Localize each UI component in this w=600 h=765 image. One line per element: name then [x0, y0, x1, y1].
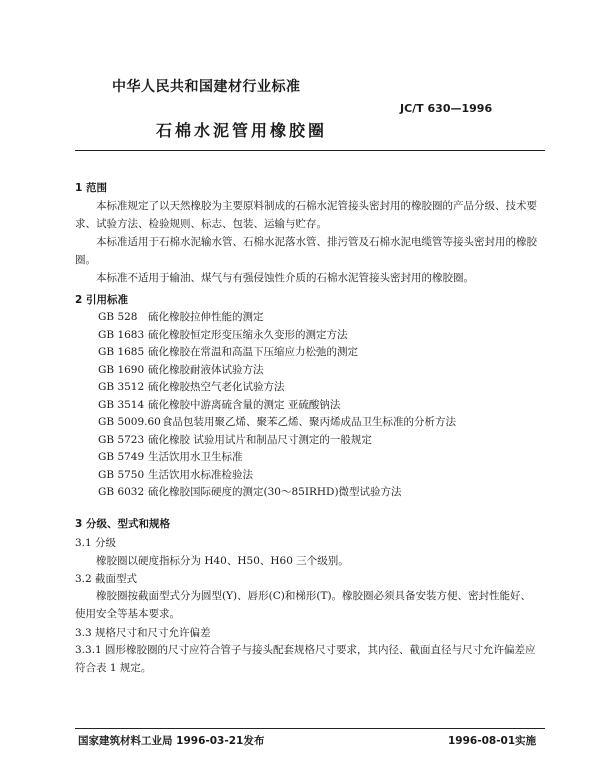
reference-code: GB 3512: [98, 381, 145, 393]
header-rule: [75, 150, 545, 151]
reference-title: 生活饮用水卫生标准: [148, 451, 243, 463]
section-3-heading: 3 分级、型式和规格: [75, 518, 170, 530]
reference-code: GB 1685: [98, 346, 145, 358]
subsection-3-3-heading: 3.3 规格尺寸和尺寸允许偏差: [75, 627, 211, 639]
reference-code: GB 1683: [98, 328, 145, 341]
section-1-heading: 1 范围: [75, 182, 107, 194]
reference-title: 硫化橡胶恒定形变压缩永久变形的测定方法: [148, 328, 348, 341]
subsection-3-1-text: 橡胶圈以硬度指标分为 H40、H50、H60 三个级别。: [96, 555, 349, 567]
reference-item: [98, 397, 340, 412]
reference-title: 硫化橡胶热空气老化试验方法: [148, 381, 285, 393]
reference-title: 硫化橡胶国际硬度的测定(30～85IRHD)微型试验方法: [148, 486, 402, 498]
subsection-3-2-heading: 3.2 截面型式: [75, 573, 138, 585]
reference-code: GB 5749: [98, 451, 145, 463]
reference-code: GB 3514: [98, 398, 145, 411]
reference-item: [98, 362, 264, 377]
reference-code: GB 5750: [98, 468, 145, 481]
reference-item: [98, 449, 243, 464]
section-1-paragraph-2: 本标准适用于石棉水泥输水管、石棉水泥落水管、排污管及石棉水泥电缆管等接头密封用的橡胶圈。: [75, 236, 537, 266]
reference-title: 硫化橡胶耐液体试验方法: [148, 363, 264, 376]
document-title: 石棉水泥管用橡胶圈: [156, 121, 328, 140]
reference-code: GB 528: [98, 311, 138, 323]
reference-title: 食品包装用聚乙烯、聚苯乙烯、聚丙烯成品卫生标准的分析方法: [162, 416, 456, 428]
standard-category-title: 中华人民共和国建材行业标准: [112, 79, 301, 95]
reference-code: GB 1690: [98, 363, 145, 376]
reference-item: [98, 484, 402, 499]
subsection-3-2-text: 橡胶圈按截面型式分为圆型(Y)、唇形(C)和梯形(T)。橡胶圈必须具备安装方便、密封性能好、使用安全等基本要求。: [75, 590, 532, 620]
reference-title: 硫化橡胶在常温和高温下压缩应力松弛的测定: [148, 346, 358, 358]
issue-info: 国家建筑材料工业局 1996-03-21发布: [78, 735, 265, 747]
reference-item: [98, 309, 264, 324]
subsection-3-3-1-text: 3.3.1 圆形橡胶圈的尺寸应符合管子与接头配套规格尺寸要求，其内径、截面直径与尺寸允许偏差应符合表 1 规定。: [75, 644, 536, 674]
reference-item: [98, 327, 348, 342]
subsection-3-1-heading: 3.1 分级: [75, 537, 117, 549]
reference-item: [98, 379, 285, 394]
standard-code: JC/T 630—1996: [400, 102, 493, 115]
reference-item: [98, 344, 358, 359]
reference-title: 硫化橡胶中游离硫含量的测定 亚硫酸钠法: [148, 398, 341, 411]
section-1-paragraph-1: 本标准规定了以天然橡胶为主要原料制成的石棉水泥管接头密封用的橡胶圈的产品分级、技术要求、试验方法、检验规则、标志、包装、运输与贮存。: [75, 200, 537, 230]
reference-item: [98, 432, 372, 447]
reference-code: GB 5723: [98, 433, 145, 446]
section-2-heading: 2 引用标准: [75, 294, 128, 306]
reference-title: 硫化橡胶拉伸性能的测定: [148, 311, 264, 323]
section-1-paragraph-3: 本标准不适用于输油、煤气与有强侵蚀性介质的石棉水泥管接头密封用的橡胶圈。: [96, 272, 474, 284]
footer-rule: [75, 728, 545, 729]
reference-code: GB 5009.60: [98, 416, 161, 428]
implementation-date: 1996-08-01实施: [448, 735, 537, 747]
reference-item: [98, 414, 456, 429]
reference-title: 硫化橡胶 试验用试片和制品尺寸测定的一般规定: [148, 433, 372, 446]
reference-title: 生活饮用水标准检验法: [148, 468, 253, 481]
reference-item: [98, 467, 253, 482]
reference-code: GB 6032: [98, 486, 145, 498]
